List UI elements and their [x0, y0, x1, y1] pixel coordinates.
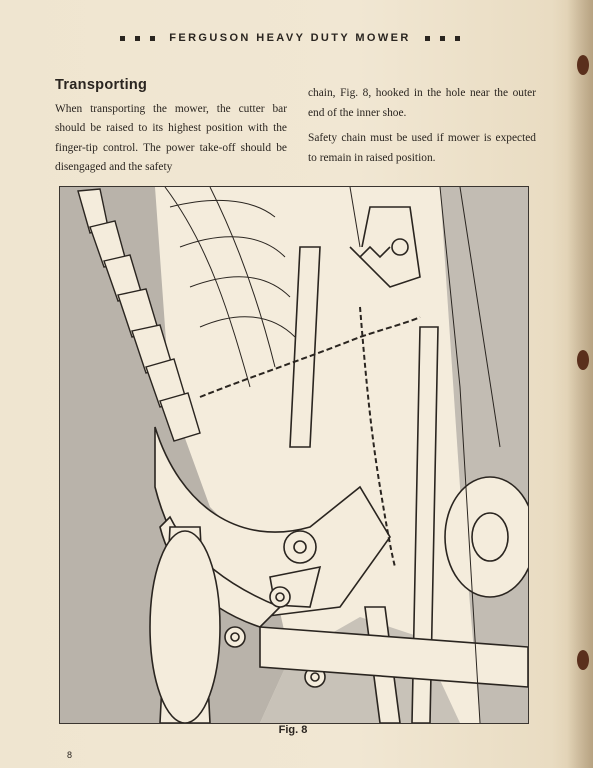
right-column: [308, 84, 536, 168]
mower-drawing: [60, 187, 528, 723]
body-paragraph: When transporting the mower, the cutter bar should be raised to its highest position with the finger-tip control. The power take-off should be disengaged and the safety: [55, 102, 287, 173]
section-heading: Transporting: [55, 77, 148, 93]
binder-hole: [577, 650, 589, 670]
running-header: [60, 30, 520, 46]
header-bullets-left: [120, 36, 155, 41]
binder-hole: [577, 55, 589, 75]
page-number: 8: [67, 750, 73, 760]
header-title: FERGUSON HEAVY DUTY MOWER: [169, 32, 411, 44]
body-paragraph: Safety chain must be used if mower is expected to remain in raised position.: [308, 132, 536, 164]
left-column: [55, 76, 287, 178]
figure-caption: Fig. 8: [278, 724, 308, 736]
binder-hole: [577, 350, 589, 370]
figure-illustration: [59, 186, 529, 724]
header-bullets-right: [425, 36, 460, 41]
body-paragraph: chain, Fig. 8, hooked in the hole near the outer end of the inner shoe.: [308, 87, 536, 119]
